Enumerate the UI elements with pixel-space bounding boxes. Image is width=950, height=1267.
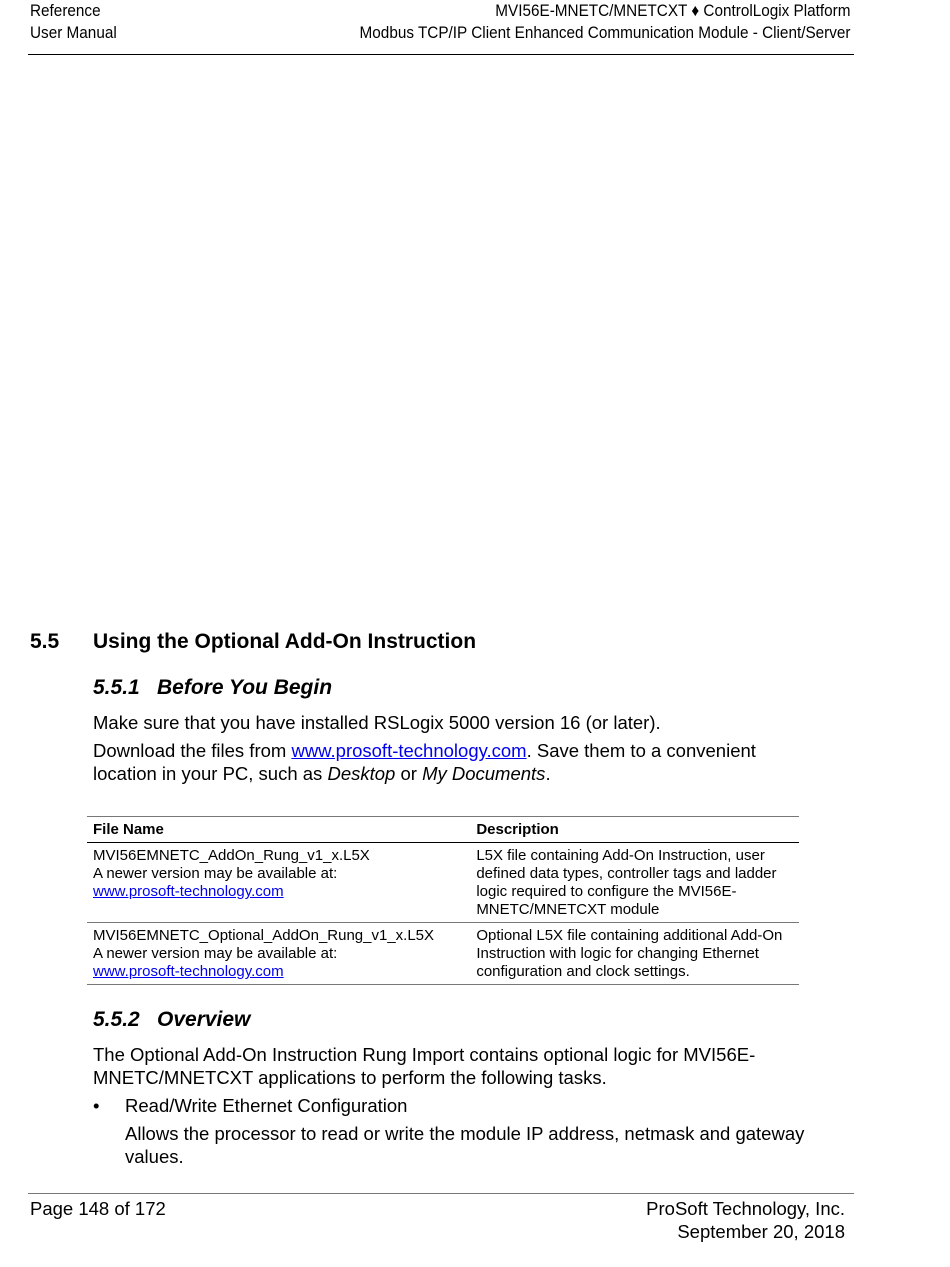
section-number: 5.5 bbox=[30, 630, 60, 653]
table-header-row bbox=[87, 817, 799, 843]
description-cell: Optional L5X file containing additional Add-On Instruction with logic for changing Ethernet configuration and clock settings. bbox=[470, 923, 799, 985]
prosoft-website-link[interactable]: www.prosoft-technology.com bbox=[291, 740, 527, 761]
table-row bbox=[87, 923, 799, 985]
install-requirement-paragraph: Make sure that you have installed RSLogix 5000 version 16 (or later). bbox=[93, 712, 661, 733]
my-documents-emphasis: My Documents bbox=[422, 763, 546, 784]
file-name-cell bbox=[87, 923, 470, 985]
subsection-title: Overview bbox=[157, 1008, 251, 1031]
column-header-file-name: File Name bbox=[87, 817, 470, 843]
file-name-cell bbox=[87, 843, 470, 923]
bullet-description: Allows the processor to read or write the module IP address, netmask and gateway values. bbox=[125, 1123, 805, 1167]
download-text-middle: . Save them to a convenient location in your PC, such as bbox=[93, 740, 756, 784]
subsection-number: 5.5.1 bbox=[93, 676, 140, 699]
overview-paragraph: The Optional Add-On Instruction Rung Import contains optional logic for MVI56E-MNETC/MNETCXT applications to perform the following tasks. bbox=[93, 1044, 756, 1088]
header-user-manual: User Manual bbox=[30, 23, 117, 42]
section-heading bbox=[30, 630, 476, 654]
list-item bbox=[93, 1094, 407, 1117]
file-download-link[interactable]: www.prosoft-technology.com bbox=[93, 883, 284, 900]
publication-date: September 20, 2018 bbox=[677, 1221, 845, 1242]
header-right bbox=[360, 0, 851, 44]
overview-heading bbox=[93, 1008, 250, 1032]
bullet-icon: • bbox=[93, 1095, 100, 1116]
files-table bbox=[87, 816, 799, 985]
before-you-begin-heading bbox=[93, 676, 332, 700]
header-module: Modbus TCP/IP Client Enhanced Communication Module - Client/Server bbox=[360, 23, 851, 42]
download-paragraph bbox=[93, 739, 813, 785]
description-cell: L5X file containing Add-On Instruction, user defined data types, controller tags and ladder logic required to configure the MVI56E-MNETC/MNETCXT module bbox=[470, 843, 799, 923]
download-text-prefix: Download the files from bbox=[93, 740, 292, 761]
header-divider bbox=[28, 54, 854, 55]
download-text-or: or bbox=[395, 763, 423, 784]
section-title: Using the Optional Add-On Instruction bbox=[93, 630, 477, 653]
column-header-description: Description bbox=[470, 817, 799, 843]
newer-version-note: A newer version may be available at: bbox=[93, 865, 338, 882]
header-left bbox=[30, 0, 117, 44]
subsection-number: 5.5.2 bbox=[93, 1008, 140, 1031]
download-text-end: . bbox=[545, 763, 551, 784]
bullet-text: Read/Write Ethernet Configuration bbox=[125, 1095, 408, 1116]
newer-version-note: A newer version may be available at: bbox=[93, 945, 338, 962]
footer-divider bbox=[28, 1193, 854, 1194]
subsection-title: Before You Begin bbox=[157, 676, 333, 699]
page-number: Page 148 of 172 bbox=[30, 1198, 166, 1219]
footer-right bbox=[646, 1197, 845, 1243]
file-name: MVI56EMNETC_Optional_AddOn_Rung_v1_x.L5X bbox=[93, 927, 435, 944]
desktop-emphasis: Desktop bbox=[327, 763, 396, 784]
file-name: MVI56EMNETC_AddOn_Rung_v1_x.L5X bbox=[93, 847, 370, 864]
table-row bbox=[87, 843, 799, 923]
header-product: MVI56E-MNETC/MNETCXT ♦ ControlLogix Platform bbox=[495, 1, 851, 20]
header-reference: Reference bbox=[30, 1, 101, 20]
company-name: ProSoft Technology, Inc. bbox=[646, 1198, 845, 1219]
file-download-link[interactable]: www.prosoft-technology.com bbox=[93, 963, 284, 980]
